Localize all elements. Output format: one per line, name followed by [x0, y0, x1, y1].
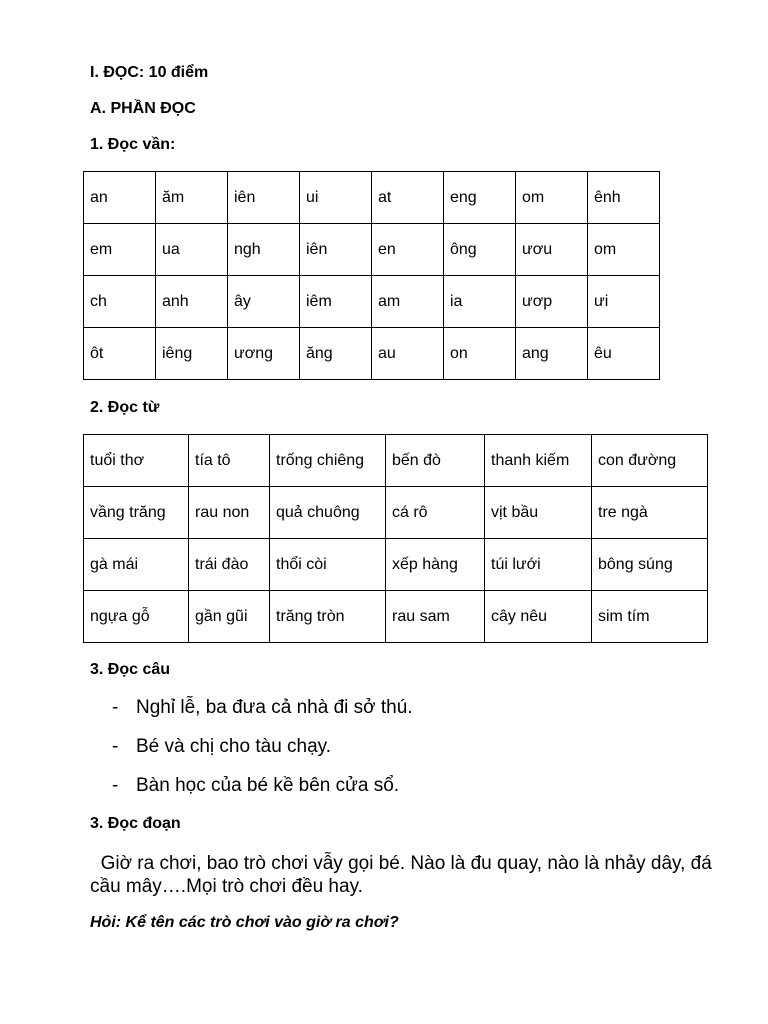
table-cell: ương	[228, 328, 300, 380]
table-cell: ang	[516, 328, 588, 380]
table-cell: ông	[444, 224, 516, 276]
table-cell: ăm	[156, 172, 228, 224]
table-cell: tuổi thơ	[84, 435, 189, 487]
table-cell: ăng	[300, 328, 372, 380]
table-cell: eng	[444, 172, 516, 224]
table-cell: rau non	[189, 487, 270, 539]
table-cell: xếp hàng	[386, 539, 485, 591]
list-dash: -	[112, 775, 119, 796]
table-row	[84, 435, 708, 487]
table-cell: ui	[300, 172, 372, 224]
table-cell: vầng trăng	[84, 487, 189, 539]
table-cell: iêng	[156, 328, 228, 380]
sentence-text: Bé và chị cho tàu chạy.	[136, 736, 332, 757]
list-dash: -	[112, 697, 119, 718]
table-cell: gà mái	[84, 539, 189, 591]
words-table	[83, 434, 708, 643]
table-cell: ôt	[84, 328, 156, 380]
sentence-text: Nghỉ lễ, ba đưa cả nhà đi sở thú.	[136, 697, 413, 718]
table-cell: ây	[228, 276, 300, 328]
table-cell: tre ngà	[592, 487, 708, 539]
table-row	[84, 591, 708, 643]
table-cell: am	[372, 276, 444, 328]
table-cell: em	[84, 224, 156, 276]
table-row	[84, 172, 660, 224]
table-cell: con đường	[592, 435, 708, 487]
table-cell: ngựa gỗ	[84, 591, 189, 643]
reading-paragraph	[90, 852, 740, 898]
heading-main: I. ĐỌC: 10 điểm	[90, 64, 209, 81]
table-cell: ưi	[588, 276, 660, 328]
section-words-title: 2. Đọc từ	[90, 399, 160, 416]
table-cell: tía tô	[189, 435, 270, 487]
table-cell: trái đào	[189, 539, 270, 591]
sentence-item	[112, 775, 399, 797]
table-cell: bến đò	[386, 435, 485, 487]
table-cell: ươp	[516, 276, 588, 328]
table-cell: bông súng	[592, 539, 708, 591]
section-sentences-title: 3. Đọc câu	[90, 661, 171, 678]
table-cell: quả chuông	[270, 487, 386, 539]
table-cell: iên	[228, 172, 300, 224]
table-row	[84, 487, 708, 539]
table-cell: ươu	[516, 224, 588, 276]
heading-part-a: A. PHẦN ĐỌC	[90, 100, 196, 117]
section-paragraph-title: 3. Đọc đoạn	[90, 815, 181, 832]
table-cell: cây nêu	[485, 591, 592, 643]
table-cell: en	[372, 224, 444, 276]
table-cell: gần gũi	[189, 591, 270, 643]
table-cell: ênh	[588, 172, 660, 224]
table-cell: anh	[156, 276, 228, 328]
table-cell: cá rô	[386, 487, 485, 539]
table-cell: sim tím	[592, 591, 708, 643]
table-row	[84, 224, 660, 276]
table-cell: trăng tròn	[270, 591, 386, 643]
table-row	[84, 328, 660, 380]
table-cell: on	[444, 328, 516, 380]
table-row	[84, 276, 660, 328]
table-cell: thổi còi	[270, 539, 386, 591]
table-cell: om	[516, 172, 588, 224]
table-cell: iêm	[300, 276, 372, 328]
table-row	[84, 539, 708, 591]
table-cell: au	[372, 328, 444, 380]
table-cell: thanh kiếm	[485, 435, 592, 487]
table-cell: túi lưới	[485, 539, 592, 591]
table-cell: trống chiêng	[270, 435, 386, 487]
table-cell: ia	[444, 276, 516, 328]
rhymes-table	[83, 171, 660, 380]
sentence-item	[112, 736, 331, 758]
table-cell: ua	[156, 224, 228, 276]
table-cell: ngh	[228, 224, 300, 276]
table-cell: vịt bầu	[485, 487, 592, 539]
sentence-text: Bàn học của bé kề bên cửa sổ.	[136, 775, 400, 796]
sentence-item	[112, 697, 413, 719]
table-cell: om	[588, 224, 660, 276]
table-cell: at	[372, 172, 444, 224]
table-cell: an	[84, 172, 156, 224]
table-cell: êu	[588, 328, 660, 380]
table-cell: rau sam	[386, 591, 485, 643]
section-rhymes-title: 1. Đọc vần:	[90, 136, 176, 153]
question: Hỏi: Kể tên các trò chơi vào giờ ra chơi?	[90, 914, 399, 931]
table-cell: iên	[300, 224, 372, 276]
table-cell: ch	[84, 276, 156, 328]
list-dash: -	[112, 736, 119, 757]
paragraph-text: Giờ ra chơi, bao trò chơi vẫy gọi bé. Nào là đu quay, nào là nhảy dây, đá cầu mây….Mọi trò chơi đều hay.	[90, 853, 712, 897]
